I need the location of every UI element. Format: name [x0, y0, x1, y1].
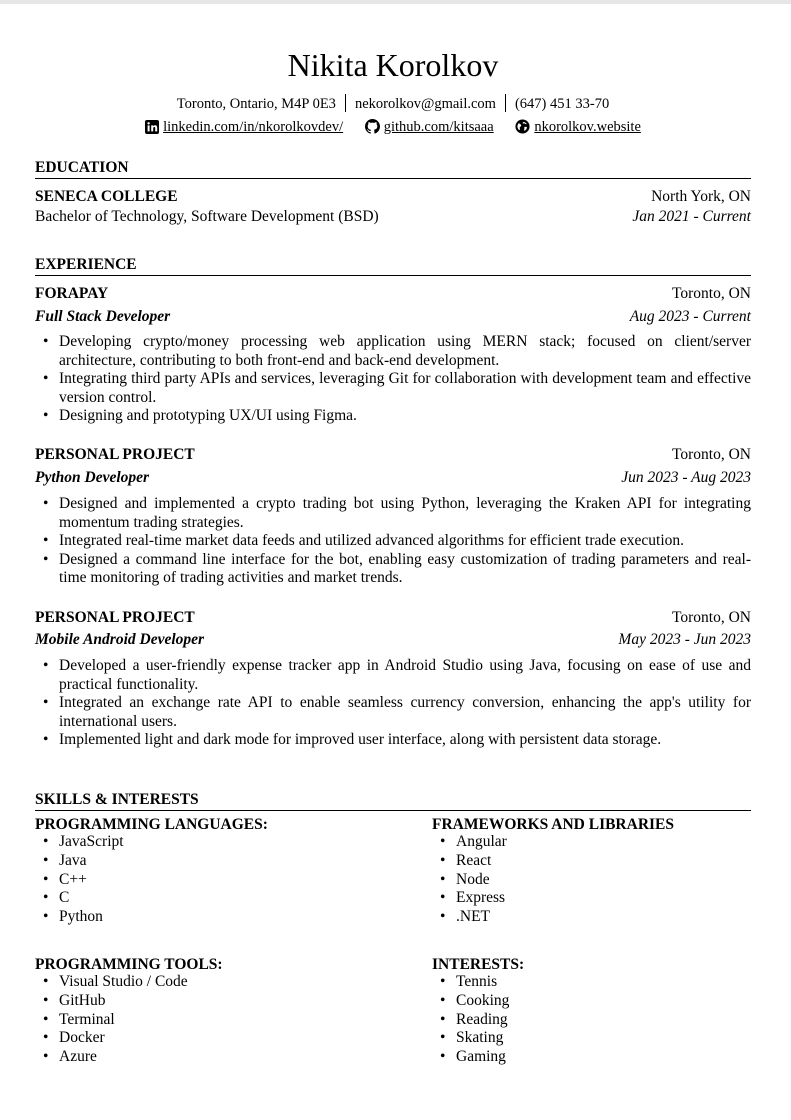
job-org: PERSONAL PROJECT: [35, 446, 195, 463]
list-item: • Docker: [35, 1029, 188, 1048]
list-item: • C++: [35, 871, 124, 890]
education-section-title: EDUCATION: [35, 158, 751, 179]
website-link[interactable]: [515, 117, 641, 137]
job-role: Full Stack Developer: [35, 308, 171, 325]
job-header-row: [35, 445, 751, 465]
skills-list: [35, 833, 124, 927]
experience-section-title: EXPERIENCE: [35, 255, 751, 276]
skills-section-title: SKILLS & INTERESTS: [35, 790, 751, 811]
contact-location: Toronto, Ontario, M4P 0E3: [176, 96, 336, 112]
divider: [345, 94, 346, 112]
bullet-item: • Integrating third party APIs and services, leveraging Git for collaboration with development team and effective version control.: [35, 370, 751, 407]
bullet-item: • Developed a user-friendly expense tracker app in Android Studio using Java, focusing on ease of use and practical functionality.: [35, 657, 751, 694]
list-item: • Skating: [432, 1029, 509, 1048]
list-item: • Azure: [35, 1048, 188, 1067]
divider: [505, 94, 506, 112]
list-item: • Java: [35, 852, 124, 871]
skills-group-heading: FRAMEWORKS AND LIBRARIES: [432, 816, 675, 833]
bullet-item: • Designing and prototyping UX/UI using Figma.: [35, 407, 751, 426]
job-location: Toronto, ON: [672, 609, 751, 626]
contact-line: [35, 94, 751, 114]
job-role-row: [35, 307, 751, 327]
bullet-item: • Developing crypto/money processing web application using MERN stack; focused on client/server architecture, contributing to both front-end and back-end development.: [35, 333, 751, 370]
job-location: Toronto, ON: [672, 446, 751, 463]
list-item: • Cooking: [432, 992, 509, 1011]
job-org: PERSONAL PROJECT: [35, 609, 195, 626]
skills-list: [432, 973, 509, 1067]
list-item: • C: [35, 889, 124, 908]
contact-email[interactable]: nekorolkov@gmail.com: [354, 96, 496, 112]
github-link[interactable]: [365, 117, 494, 137]
job-role-row: [35, 468, 751, 488]
linkedin-link[interactable]: [145, 117, 343, 137]
github-link-text: github.com/kitsaaa: [383, 119, 494, 135]
viewer-top-bar: [0, 0, 791, 4]
job-dates: May 2023 - Jun 2023: [618, 631, 751, 648]
skills-group-heading: PROGRAMMING TOOLS:: [35, 956, 223, 973]
job-bullets: [35, 333, 751, 426]
job-role: Mobile Android Developer: [35, 631, 205, 648]
list-item: • JavaScript: [35, 833, 124, 852]
education-row: [35, 187, 751, 207]
candidate-name: Nikita Korolkov: [287, 47, 499, 83]
bullet-item: • Designed a command line interface for the bot, enabling easy customization of trading parameters and real-time monitoring of trading activities and market trends.: [35, 551, 751, 588]
list-item: • Angular: [432, 833, 507, 852]
job-role: Python Developer: [35, 469, 150, 486]
job-bullets: [35, 657, 751, 750]
list-item: • Visual Studio / Code: [35, 973, 188, 992]
list-item: • Reading: [432, 1011, 509, 1030]
bullet-item: • Designed and implemented a crypto trading bot using Python, leveraging the Kraken API for integrating momentum trading strategies.: [35, 495, 751, 532]
globe-icon: [515, 119, 530, 134]
list-item: • .NET: [432, 908, 507, 927]
skills-list: [35, 973, 188, 1067]
contact-phone: (647) 451 33-70: [514, 96, 610, 112]
list-item: • Terminal: [35, 1011, 188, 1030]
job-org: FORAPAY: [35, 285, 109, 302]
job-role-row: [35, 630, 751, 650]
list-item: • GitHub: [35, 992, 188, 1011]
job-header-row: [35, 608, 751, 628]
bullet-item: • Integrated real-time market data feeds and utilized advanced algorithms for efficient trade execution.: [35, 532, 751, 551]
list-item: • Python: [35, 908, 124, 927]
school-location: North York, ON: [651, 188, 751, 205]
skills-group-heading: INTERESTS:: [432, 956, 525, 973]
github-icon: [365, 119, 380, 134]
job-dates: Aug 2023 - Current: [629, 308, 751, 325]
list-item: • React: [432, 852, 507, 871]
degree-row: [35, 207, 751, 227]
list-item: • Node: [432, 871, 507, 890]
job-dates: Jun 2023 - Aug 2023: [621, 469, 751, 486]
website-link-text: nkorolkov.website: [534, 119, 641, 135]
degree-name: Bachelor of Technology, Software Development (BSD): [35, 208, 379, 225]
list-item: • Tennis: [432, 973, 509, 992]
job-location: Toronto, ON: [672, 285, 751, 302]
links-line: [35, 117, 751, 137]
list-item: • Gaming: [432, 1048, 509, 1067]
job-bullets: [35, 495, 751, 588]
education-dates: Jan 2021 - Current: [632, 208, 751, 225]
bullet-item: • Implemented light and dark mode for improved user interface, along with persistent data storage.: [35, 731, 751, 750]
job-header-row: [35, 284, 751, 304]
bullet-item: • Integrated an exchange rate API to enable seamless currency conversion, enhancing the app's utility for international users.: [35, 694, 751, 731]
school-name: SENECA COLLEGE: [35, 188, 178, 205]
skills-list: [432, 833, 507, 927]
list-item: • Express: [432, 889, 507, 908]
skills-group-heading: PROGRAMMING LANGUAGES:: [35, 816, 268, 833]
linkedin-icon: [145, 120, 159, 134]
linkedin-link-text: linkedin.com/in/nkorolkovdev/: [163, 119, 344, 135]
